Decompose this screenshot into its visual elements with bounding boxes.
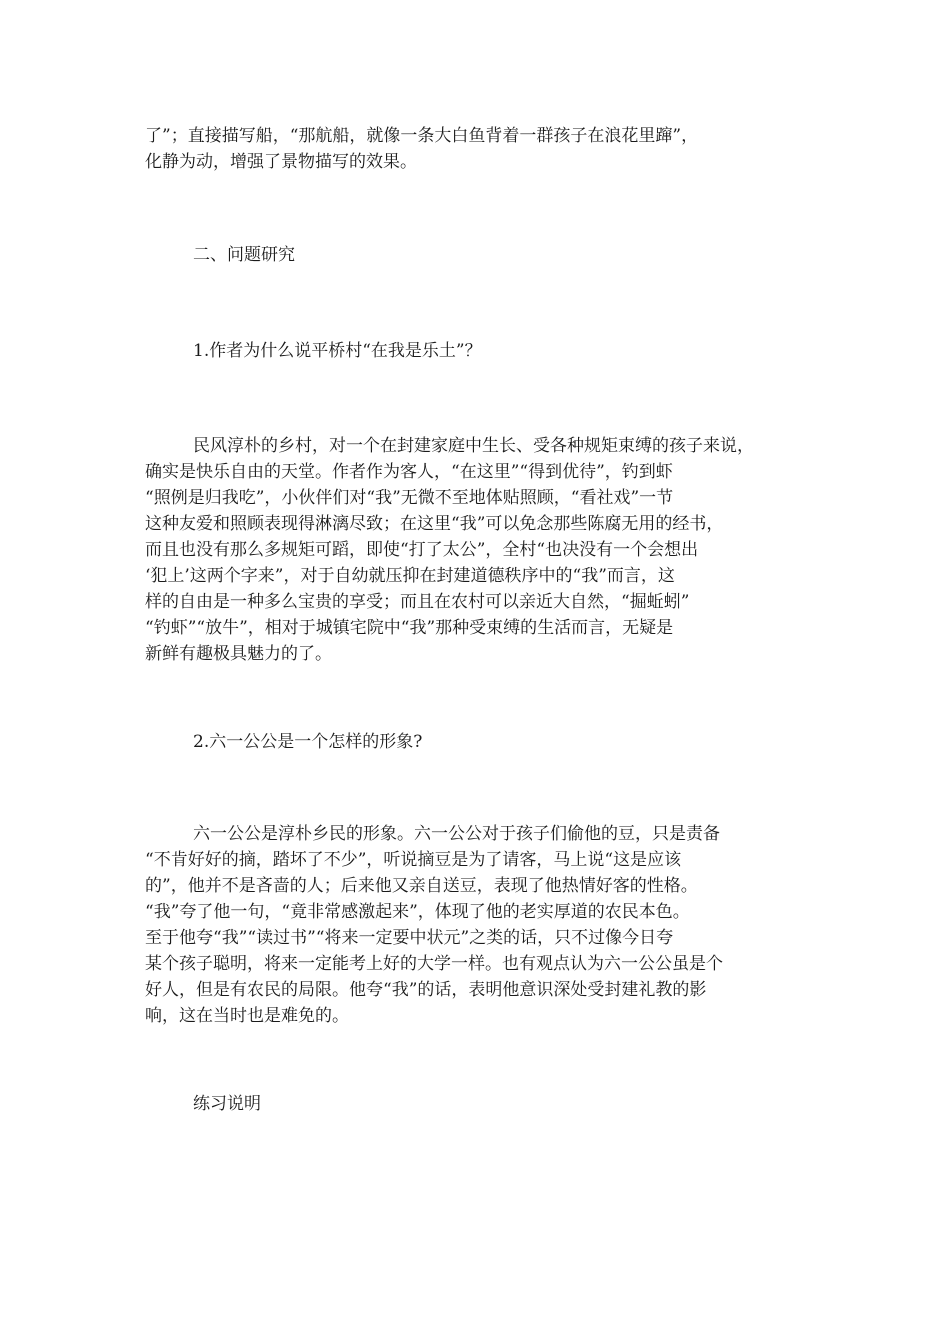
paragraph-line: 确实是快乐自由的天堂。作者作为客人，“在这里”“得到优待”，钓到虾 [145,462,673,482]
question-heading: 1.作者为什么说平桥村“在我是乐土”？ [193,341,482,361]
paragraph-line: 新鲜有趣极具魅力的了。 [145,644,332,664]
answer-one-paragraph [145,433,805,667]
exercise-notes-heading [145,1091,805,1117]
question-heading: 2.六一公公是一个怎样的形象? [193,732,423,752]
paragraph-line: 至于他夸“我”“读过书”“将来一定要中状元”之类的话，只不过像今日夸 [145,928,674,948]
answer-two-paragraph [145,821,805,1029]
paragraph-line: 响，这在当时也是难免的。 [145,1006,349,1026]
paragraph-line: 而且也没有那么多规矩可蹈，即使“打了太公”，全村“也决没有一个会想出 [145,540,699,560]
paragraph-line: 样的自由是一种多么宝贵的享受；而且在农村可以亲近大自然，“掘蚯蚓” [145,592,690,612]
paragraph-line: 了”；直接描写船，“那航船，就像一条大白鱼背着一群孩子在浪花里蹿”， [145,126,699,146]
paragraph-line: 六一公公是淳朴乡民的形象。六一公公对于孩子们偷他的豆，只是责备 [193,824,720,844]
paragraph-line: 某个孩子聪明，将来一定能考上好的大学一样。也有观点认为六一公公虽是个 [145,954,723,974]
paragraph-line: 民风淳朴的乡村，对一个在封建家庭中生长、受各种规矩束缚的孩子来说， [193,436,754,456]
section-heading: 练习说明 [193,1094,261,1114]
paragraph-line: “钓虾”“放牛”，相对于城镇宅院中“我”那种受束缚的生活而言，无疑是 [145,618,674,638]
paragraph-line: ‘犯上’这两个字来”，对于自幼就压抑在封建道德秩序中的“我”而言，这 [145,566,675,586]
intro-continuation-paragraph [145,123,805,175]
paragraph-line: 好人，但是有农民的局限。他夸“我”的话，表明他意识深处受封建礼教的影 [145,980,707,1000]
paragraph-line: 化静为动，增强了景物描写的效果。 [145,152,417,172]
paragraph-line: 的”，他并不是吝啬的人；后来他又亲自送豆，表现了他热情好客的性格。 [145,876,698,896]
paragraph-line: “我”夸了他一句，“竟非常感激起来”，体现了他的老实厚道的农民本色。 [145,902,690,922]
section-heading-problem-study [145,242,805,268]
paragraph-line: “照例是归我吃”，小伙伴们对“我”无微不至地体贴照顾，“看社戏”一节 [145,488,674,508]
paragraph-line: 这种友爱和照顾表现得淋漓尽致；在这里“我”可以免念那些陈腐无用的经书， [145,514,724,534]
section-heading: 二、问题研究 [193,245,295,265]
question-two [145,729,805,755]
paragraph-line: “不肯好好的摘，踏坏了不少”，听说摘豆是为了请客，马上说“这是应该 [145,850,682,870]
question-one [145,338,805,364]
